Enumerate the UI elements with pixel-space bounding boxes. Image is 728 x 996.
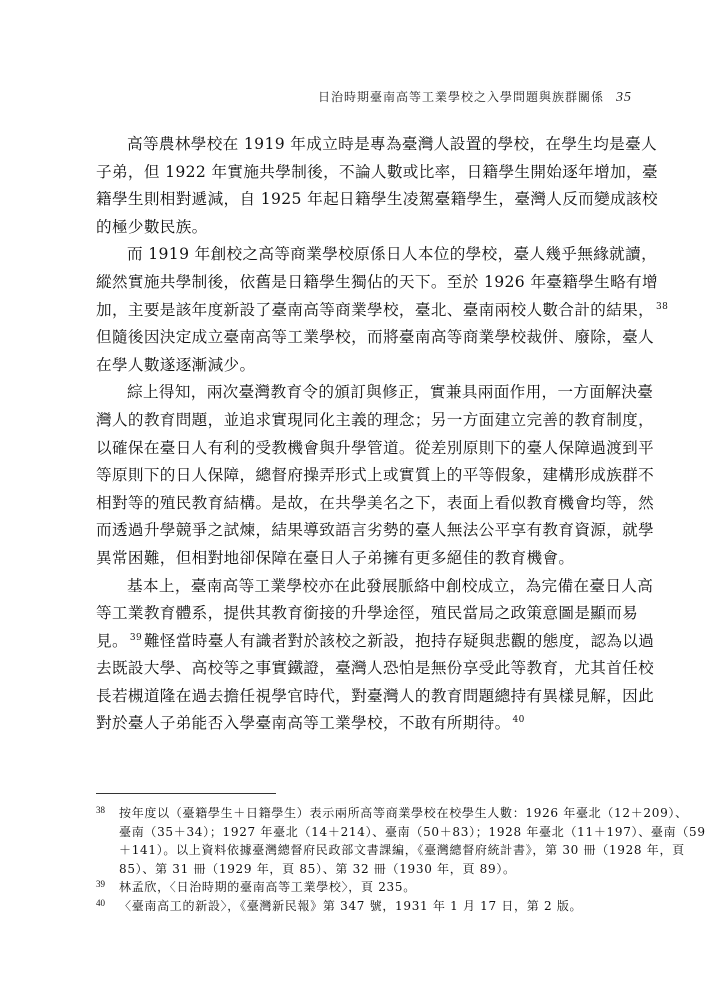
footnote-line: 按年度以（臺籍學生＋日籍學生）表示兩所高等商業學校在校學生人數：1926 年臺北（12＋209）、 — [119, 806, 688, 820]
text-line: 等工業教育體系，提供其教育銜接的升學途徑，殖民當局之政策意圖是顯而易 — [96, 604, 639, 623]
text-line: 而 1919 年創校之高等商業學校原係日人本位的學校，臺人幾乎無緣就讀， — [127, 245, 658, 264]
running-title: 日治時期臺南高等工業學校之入學問題與族群關係 — [317, 90, 604, 104]
footnote-ref-39[interactable]: 39 — [129, 632, 143, 643]
footnote-line: 臺南（35＋34）；1927 年臺北（14＋214）、臺南（50＋83）；1928 年臺北（11＋197）、臺南（59 — [119, 824, 706, 839]
body-text — [96, 131, 669, 738]
footnote-line: ＋141）。以上資料依據臺灣總督府民政部文書課編，《臺灣總督府統計書》，第 30 冊（1928 年，頁 — [119, 843, 685, 858]
text-line: 籍學生則相對遞減，自 1925 年起日籍學生凌駕臺籍學生，臺灣人反而變成該校 — [96, 190, 658, 209]
text-line — [96, 710, 631, 738]
footnote-divider — [96, 793, 276, 794]
text-span: 難怪當時臺人有識者對於該校之新設，抱持存疑與悲觀的態度，認為以過 — [144, 631, 655, 650]
footnote-line: 85）、第 31 冊（1929 年，頁 85）、第 32 冊（1930 年，頁 89）。 — [119, 861, 516, 876]
footnote-40 — [96, 897, 636, 916]
text-line: 綜上得知，兩次臺灣教育令的頒訂與修正，實兼具兩面作用，一方面解決臺 — [127, 383, 654, 402]
footnote-line: 〈臺南高工的新設〉，《臺灣新民報》第 347 號，1931 年 1 月 17 日，第 2 版。 — [119, 898, 583, 913]
text-line: 異常困難，但相對地卻保障在臺日人子弟擁有更多絕佳的教育機會。 — [96, 548, 575, 567]
text-line: 長若槻道隆在過去擔任視學官時代，對臺灣人的教育問題總持有異樣見解，因此 — [96, 686, 655, 705]
text-line: 的極少數民族。 — [96, 217, 208, 236]
footnote-ref-40[interactable]: 40 — [512, 715, 525, 726]
text-line — [96, 297, 669, 325]
text-line: 縱然實施共學制後，依舊是日籍學生獨佔的天下。至於 1926 年臺籍學生略有增 — [96, 272, 658, 291]
text-line: 但隨後因決定成立臺南高等工業學校，而將臺南高等商業學校裁併、廢除，臺人 — [96, 328, 655, 347]
footnote-number: 39 — [96, 879, 105, 890]
footnote-39 — [96, 878, 636, 897]
running-header — [318, 88, 632, 106]
text-line: 等原則下的日人保障，總督府操弄形式上或實質上的平等假象，建構形成族群不 — [96, 466, 655, 485]
text-line: 灣人的教育問題，並追求實現同化主義的理念；另一方面建立完善的教育制度， — [96, 410, 655, 429]
page-number: 35 — [616, 90, 632, 105]
text-line — [96, 628, 655, 656]
text-line: 子弟，但 1922 年實施共學制後，不論人數或比率，日籍學生開始逐年增加，臺 — [96, 162, 658, 181]
text-span: 對於臺人子弟能否入學臺南高等工業學校，不敢有所期待。 — [96, 714, 511, 733]
text-line: 相對等的殖民教育結構。是故，在共學美名之下，表面上看似教育機會均等，然 — [96, 493, 655, 512]
footnote-number: 40 — [96, 897, 105, 908]
footnote-number: 38 — [96, 805, 105, 815]
footnote-ref-38[interactable]: 38 — [656, 301, 669, 312]
footnote-38 — [96, 804, 706, 878]
text-line: 而透過升學競爭之試煉，結果導致語言劣勢的臺人無法公平享有教育資源，就學 — [96, 521, 655, 540]
text-line: 高等農林學校在 1919 年成立時是專為臺灣人設置的學校，在學生均是臺人 — [127, 135, 658, 153]
text-line: 基本上，臺南高等工業學校亦在此發展脈絡中創校成立，為完備在臺日人高 — [127, 576, 654, 595]
text-span: 見。 — [96, 631, 128, 650]
text-span: 加，主要是該年度新設了臺南高等商業學校，臺北、臺南兩校人數合計的結果， — [96, 300, 655, 319]
text-line: 以確保在臺日人有利的受教機會與升學管道。從差別原則下的臺人保障過渡到平 — [96, 438, 655, 457]
text-line: 在學人數遂逐漸減少。 — [96, 355, 256, 374]
footnote-line: 林孟欣，〈日治時期的臺南高等工業學校〉，頁 235。 — [119, 880, 416, 895]
footnotes — [96, 804, 706, 916]
text-line: 去既設大學、高校等之事實鐵證，臺灣人恐怕是無份享受此等教育，尤其首任校 — [96, 659, 655, 678]
